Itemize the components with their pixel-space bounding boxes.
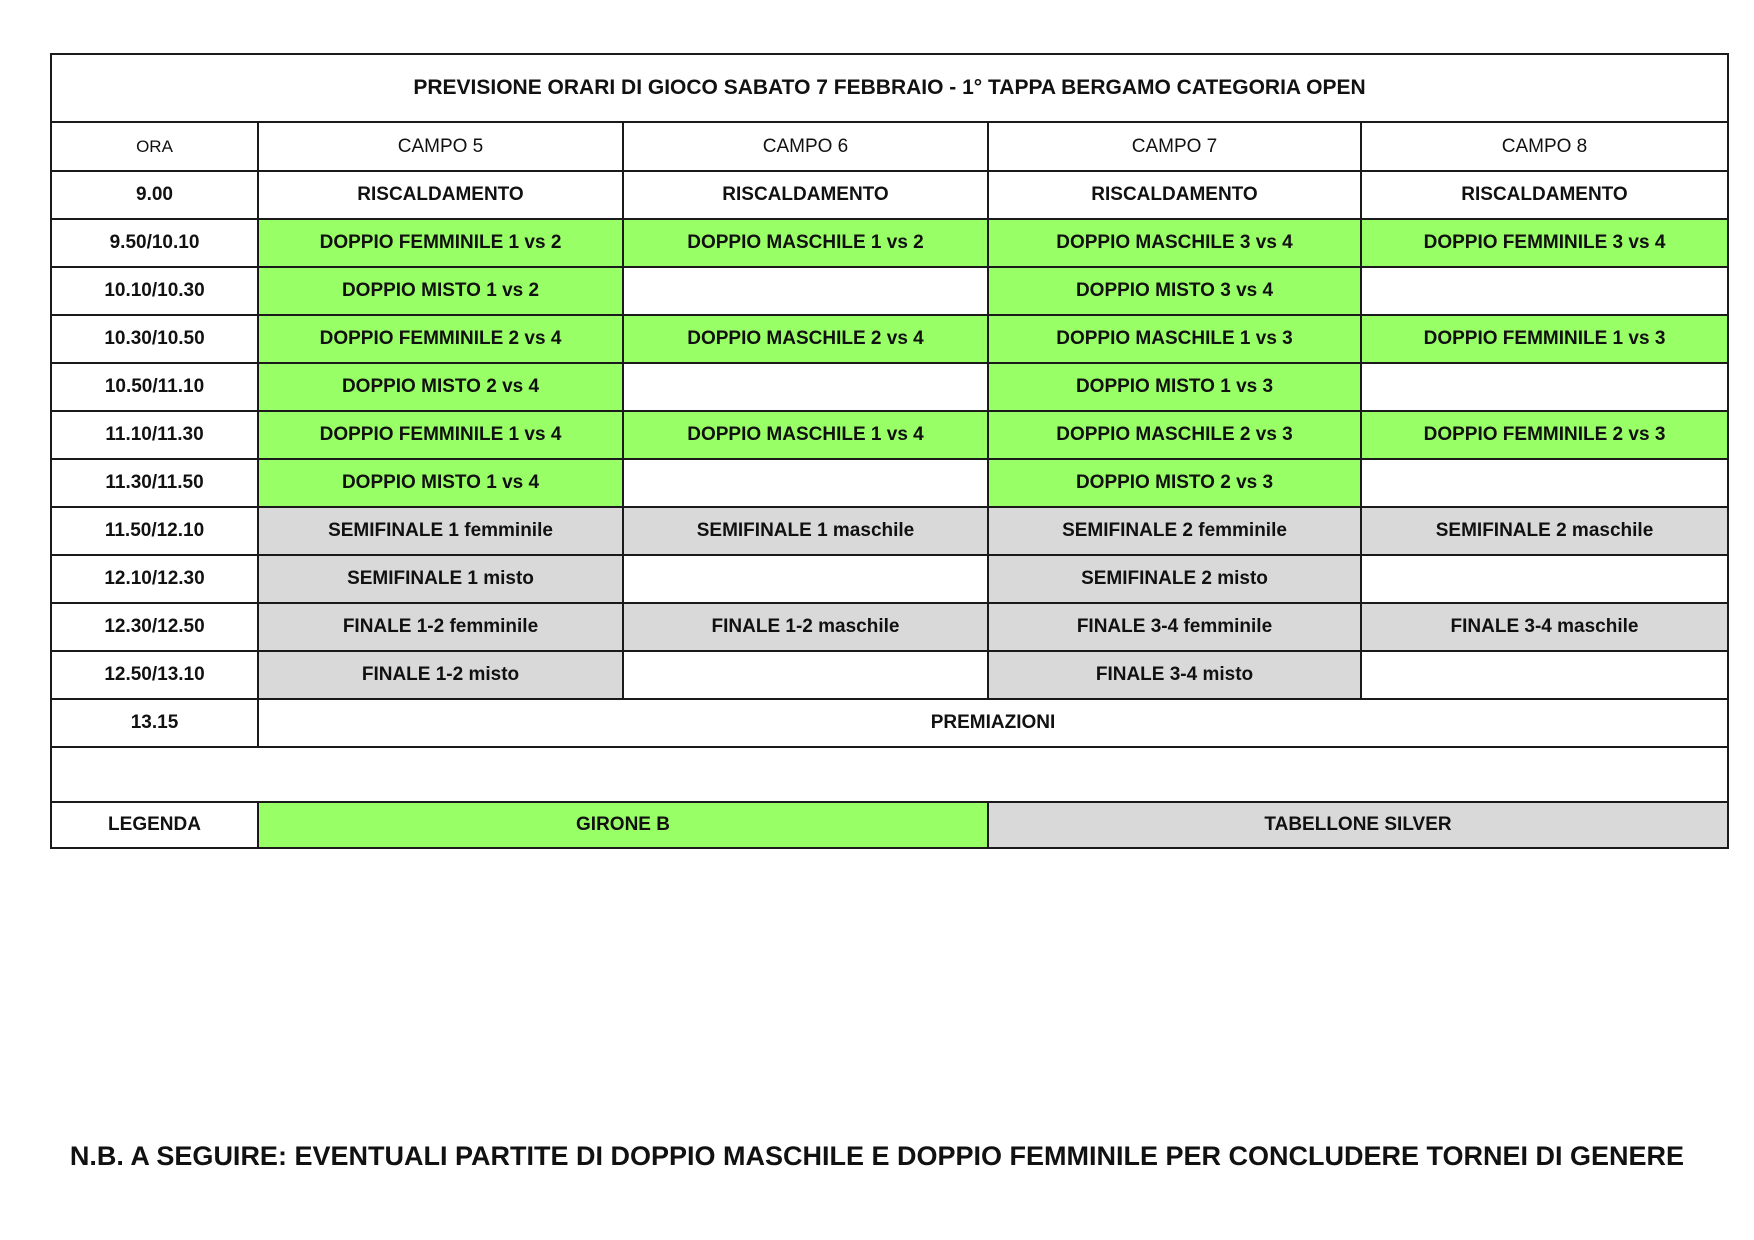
match-cell: DOPPIO FEMMINILE 1 vs 3 — [1361, 315, 1728, 363]
schedule-title: PREVISIONE ORARI DI GIOCO SABATO 7 FEBBRAIO - 1° TAPPA BERGAMO CATEGORIA OPEN — [51, 54, 1728, 122]
match-cell — [623, 555, 988, 603]
match-cell — [623, 459, 988, 507]
match-cell: RISCALDAMENTO — [623, 171, 988, 219]
legend-label: LEGENDA — [51, 802, 258, 848]
time-cell: 11.30/11.50 — [51, 459, 258, 507]
time-cell: 9.50/10.10 — [51, 219, 258, 267]
legend-tabellone-silver: TABELLONE SILVER — [988, 802, 1728, 848]
match-cell: DOPPIO MASCHILE 1 vs 4 — [623, 411, 988, 459]
match-cell: DOPPIO FEMMINILE 1 vs 2 — [258, 219, 623, 267]
schedule-row — [51, 603, 1728, 651]
premiazioni-row — [51, 699, 1728, 747]
schedule-row — [51, 651, 1728, 699]
match-cell: DOPPIO MISTO 1 vs 2 — [258, 267, 623, 315]
match-cell — [1361, 555, 1728, 603]
time-cell: 12.50/13.10 — [51, 651, 258, 699]
header-ora: ORA — [51, 122, 258, 171]
time-cell: 10.10/10.30 — [51, 267, 258, 315]
premiazioni-cell: PREMIAZIONI — [258, 699, 1728, 747]
match-cell: DOPPIO MISTO 1 vs 3 — [988, 363, 1361, 411]
match-cell: DOPPIO MISTO 1 vs 4 — [258, 459, 623, 507]
title-row — [51, 54, 1728, 122]
time-cell: 11.10/11.30 — [51, 411, 258, 459]
match-cell: DOPPIO MASCHILE 1 vs 2 — [623, 219, 988, 267]
match-cell: DOPPIO FEMMINILE 2 vs 4 — [258, 315, 623, 363]
match-cell: DOPPIO MASCHILE 1 vs 3 — [988, 315, 1361, 363]
legend-row — [51, 802, 1728, 848]
match-cell: RISCALDAMENTO — [258, 171, 623, 219]
time-cell: 12.10/12.30 — [51, 555, 258, 603]
match-cell: FINALE 3-4 maschile — [1361, 603, 1728, 651]
schedule-body — [51, 54, 1728, 848]
header-row — [51, 122, 1728, 171]
match-cell: DOPPIO MISTO 2 vs 4 — [258, 363, 623, 411]
match-cell: SEMIFINALE 1 femminile — [258, 507, 623, 555]
match-cell: SEMIFINALE 2 misto — [988, 555, 1361, 603]
header-campo-8: CAMPO 8 — [1361, 122, 1728, 171]
schedule-row — [51, 315, 1728, 363]
match-cell: SEMIFINALE 1 maschile — [623, 507, 988, 555]
match-cell: SEMIFINALE 1 misto — [258, 555, 623, 603]
match-cell — [623, 267, 988, 315]
time-cell: 13.15 — [51, 699, 258, 747]
match-cell: DOPPIO MISTO 2 vs 3 — [988, 459, 1361, 507]
match-cell: DOPPIO MASCHILE 2 vs 4 — [623, 315, 988, 363]
match-cell — [1361, 651, 1728, 699]
match-cell: FINALE 1-2 femminile — [258, 603, 623, 651]
match-cell — [1361, 459, 1728, 507]
schedule-table — [50, 53, 1729, 849]
match-cell — [623, 651, 988, 699]
match-cell: RISCALDAMENTO — [988, 171, 1361, 219]
schedule-row — [51, 411, 1728, 459]
header-campo-6: CAMPO 6 — [623, 122, 988, 171]
match-cell — [1361, 267, 1728, 315]
time-cell: 9.00 — [51, 171, 258, 219]
match-cell: DOPPIO MASCHILE 2 vs 3 — [988, 411, 1361, 459]
match-cell — [1361, 363, 1728, 411]
header-campo-7: CAMPO 7 — [988, 122, 1361, 171]
spacer-cell — [51, 747, 1728, 802]
match-cell: DOPPIO FEMMINILE 1 vs 4 — [258, 411, 623, 459]
match-cell: FINALE 3-4 misto — [988, 651, 1361, 699]
legend-girone-b: GIRONE B — [258, 802, 988, 848]
match-cell — [623, 363, 988, 411]
time-cell: 12.30/12.50 — [51, 603, 258, 651]
schedule-row — [51, 171, 1728, 219]
schedule-row — [51, 555, 1728, 603]
match-cell: DOPPIO MASCHILE 3 vs 4 — [988, 219, 1361, 267]
match-cell: RISCALDAMENTO — [1361, 171, 1728, 219]
spacer-row — [51, 747, 1728, 802]
match-cell: DOPPIO FEMMINILE 2 vs 3 — [1361, 411, 1728, 459]
schedule-row — [51, 507, 1728, 555]
schedule-row — [51, 267, 1728, 315]
footer-note: N.B. A SEGUIRE: EVENTUALI PARTITE DI DOPPIO MASCHILE E DOPPIO FEMMINILE PER CONCLUDERE TORNEI DI GENERE — [69, 1141, 1685, 1171]
match-cell: FINALE 3-4 femminile — [988, 603, 1361, 651]
time-cell: 10.30/10.50 — [51, 315, 258, 363]
time-cell: 10.50/11.10 — [51, 363, 258, 411]
match-cell: DOPPIO MISTO 3 vs 4 — [988, 267, 1361, 315]
header-campo-5: CAMPO 5 — [258, 122, 623, 171]
match-cell: FINALE 1-2 maschile — [623, 603, 988, 651]
schedule-row — [51, 459, 1728, 507]
match-cell: DOPPIO FEMMINILE 3 vs 4 — [1361, 219, 1728, 267]
match-cell: SEMIFINALE 2 femminile — [988, 507, 1361, 555]
match-cell: FINALE 1-2 misto — [258, 651, 623, 699]
schedule-row — [51, 363, 1728, 411]
time-cell: 11.50/12.10 — [51, 507, 258, 555]
match-cell: SEMIFINALE 2 maschile — [1361, 507, 1728, 555]
schedule-row — [51, 219, 1728, 267]
